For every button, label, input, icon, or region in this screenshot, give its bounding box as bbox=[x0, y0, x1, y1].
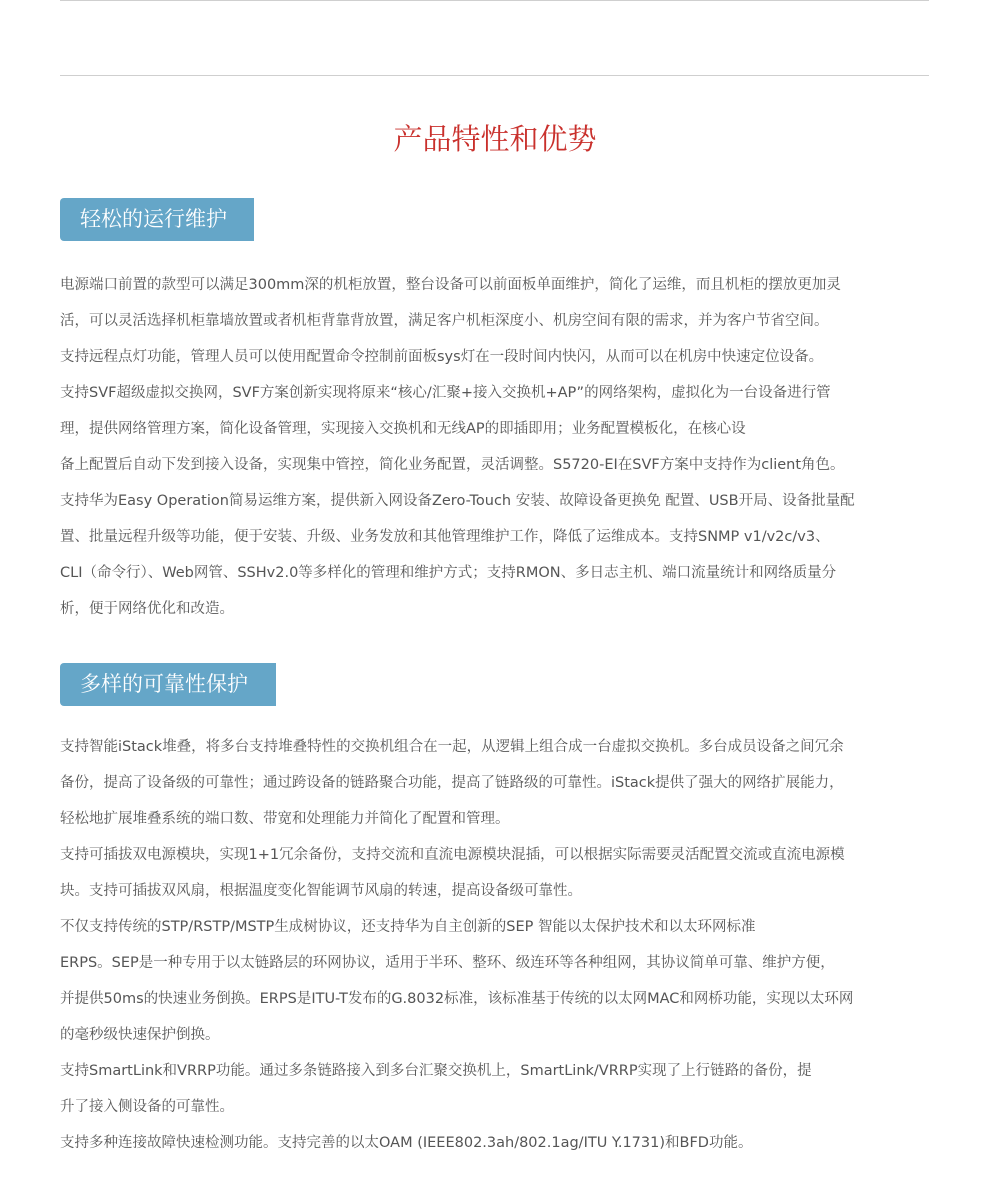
paragraph-line: 升了接入侧设备的可靠性。 bbox=[60, 1099, 234, 1115]
paragraph-line: 置、批量远程升级等功能，便于安装、升级、业务发放和其他管理维护工作，降低了运维成本。支持SNMP v1/v2c/v3、 bbox=[60, 529, 830, 545]
paragraph-line: 备份，提高了设备级的可靠性；通过跨设备的链路聚合功能，提高了链路级的可靠性。iStack提供了强大的网络扩展能力， bbox=[60, 775, 844, 791]
paragraph-line: 支持可插拔双电源模块，实现1+1冗余备份，支持交流和直流电源模块混插，可以根据实际需要灵活配置交流或直流电源模 bbox=[60, 847, 845, 863]
paragraph-line: 支持远程点灯功能，管理人员可以使用配置命令控制前面板sys灯在一段时间内快闪，从而可以在机房中快速定位设备。 bbox=[60, 349, 824, 365]
paragraph-line: 不仅支持传统的STP/RSTP/MSTP生成树协议，还支持华为自主创新的SEP 智能以太保护技术和以太环网标准 bbox=[60, 919, 756, 935]
paragraph-line: 的毫秒级快速保护倒换。 bbox=[60, 1027, 220, 1043]
paragraph-line: 析，便于网络优化和改造。 bbox=[60, 601, 234, 617]
section-heading-reliability: 多样的可靠性保护 bbox=[60, 663, 276, 706]
section-heading-maintenance: 轻松的运行维护 bbox=[60, 198, 254, 241]
top-divider bbox=[60, 0, 929, 1]
paragraph-line: ERPS。SEP是一种专用于以太链路层的环网协议，适用于半环、整环、级连环等各种组网，其协议简单可靠、维护方便， bbox=[60, 955, 835, 971]
paragraph-line: 并提供50ms的快速业务倒换。ERPS是ITU-T发布的G.8032标准，该标准基于传统的以太网MAC和网桥功能，实现以太环网 bbox=[60, 991, 854, 1007]
paragraph-line: 支持多种连接故障快速检测功能。支持完善的以太OAM (IEEE802.3ah/802.1ag/ITU Y.1731)和BFD功能。 bbox=[60, 1135, 753, 1151]
paragraph-line: 支持智能iStack堆叠，将多台支持堆叠特性的交换机组合在一起，从逻辑上组合成一台虚拟交换机。多台成员设备之间冗余 bbox=[60, 739, 844, 755]
page-title: 产品特性和优势 bbox=[393, 122, 597, 156]
paragraph-line: 支持SVF超级虚拟交换网，SVF方案创新实现将原来“核心/汇聚+接入交换机+AP”的网络架构，虚拟化为一台设备进行管 bbox=[60, 385, 831, 401]
section-divider bbox=[60, 75, 929, 76]
paragraph-line: 块。支持可插拔双风扇，根据温度变化智能调节风扇的转速，提高设备级可靠性。 bbox=[60, 883, 582, 899]
section-body-reliability bbox=[60, 729, 940, 1161]
paragraph-line: 支持华为Easy Operation简易运维方案，提供新入网设备Zero-Touch 安装、故障设备更换免 配置、USB开局、设备批量配 bbox=[60, 493, 855, 509]
paragraph-line: CLI（命令行）、Web网管、SSHv2.0等多样化的管理和维护方式；支持RMON、多日志主机、端口流量统计和网络质量分 bbox=[60, 565, 837, 581]
paragraph-line: 备上配置后自动下发到接入设备，实现集中管控，简化业务配置，灵活调整。S5720-EI在SVF方案中支持作为client角色。 bbox=[60, 457, 845, 473]
paragraph-line: 活，可以灵活选择机柜靠墙放置或者机柜背靠背放置，满足客户机柜深度小、机房空间有限的需求，并为客户节省空间。 bbox=[60, 313, 829, 329]
paragraph-line: 理，提供网络管理方案，简化设备管理，实现接入交换机和无线AP的即插即用；业务配置模板化，在核心设 bbox=[60, 421, 746, 437]
paragraph-line: 支持SmartLink和VRRP功能。通过多条链路接入到多台汇聚交换机上，SmartLink/VRRP实现了上行链路的备份，提 bbox=[60, 1063, 812, 1079]
paragraph-line: 电源端口前置的款型可以满足300mm深的机柜放置，整台设备可以前面板单面维护，简化了运维，而且机柜的摆放更加灵 bbox=[60, 277, 841, 293]
paragraph-line: 轻松地扩展堆叠系统的端口数、带宽和处理能力并简化了配置和管理。 bbox=[60, 811, 510, 827]
section-body-maintenance bbox=[60, 267, 940, 627]
